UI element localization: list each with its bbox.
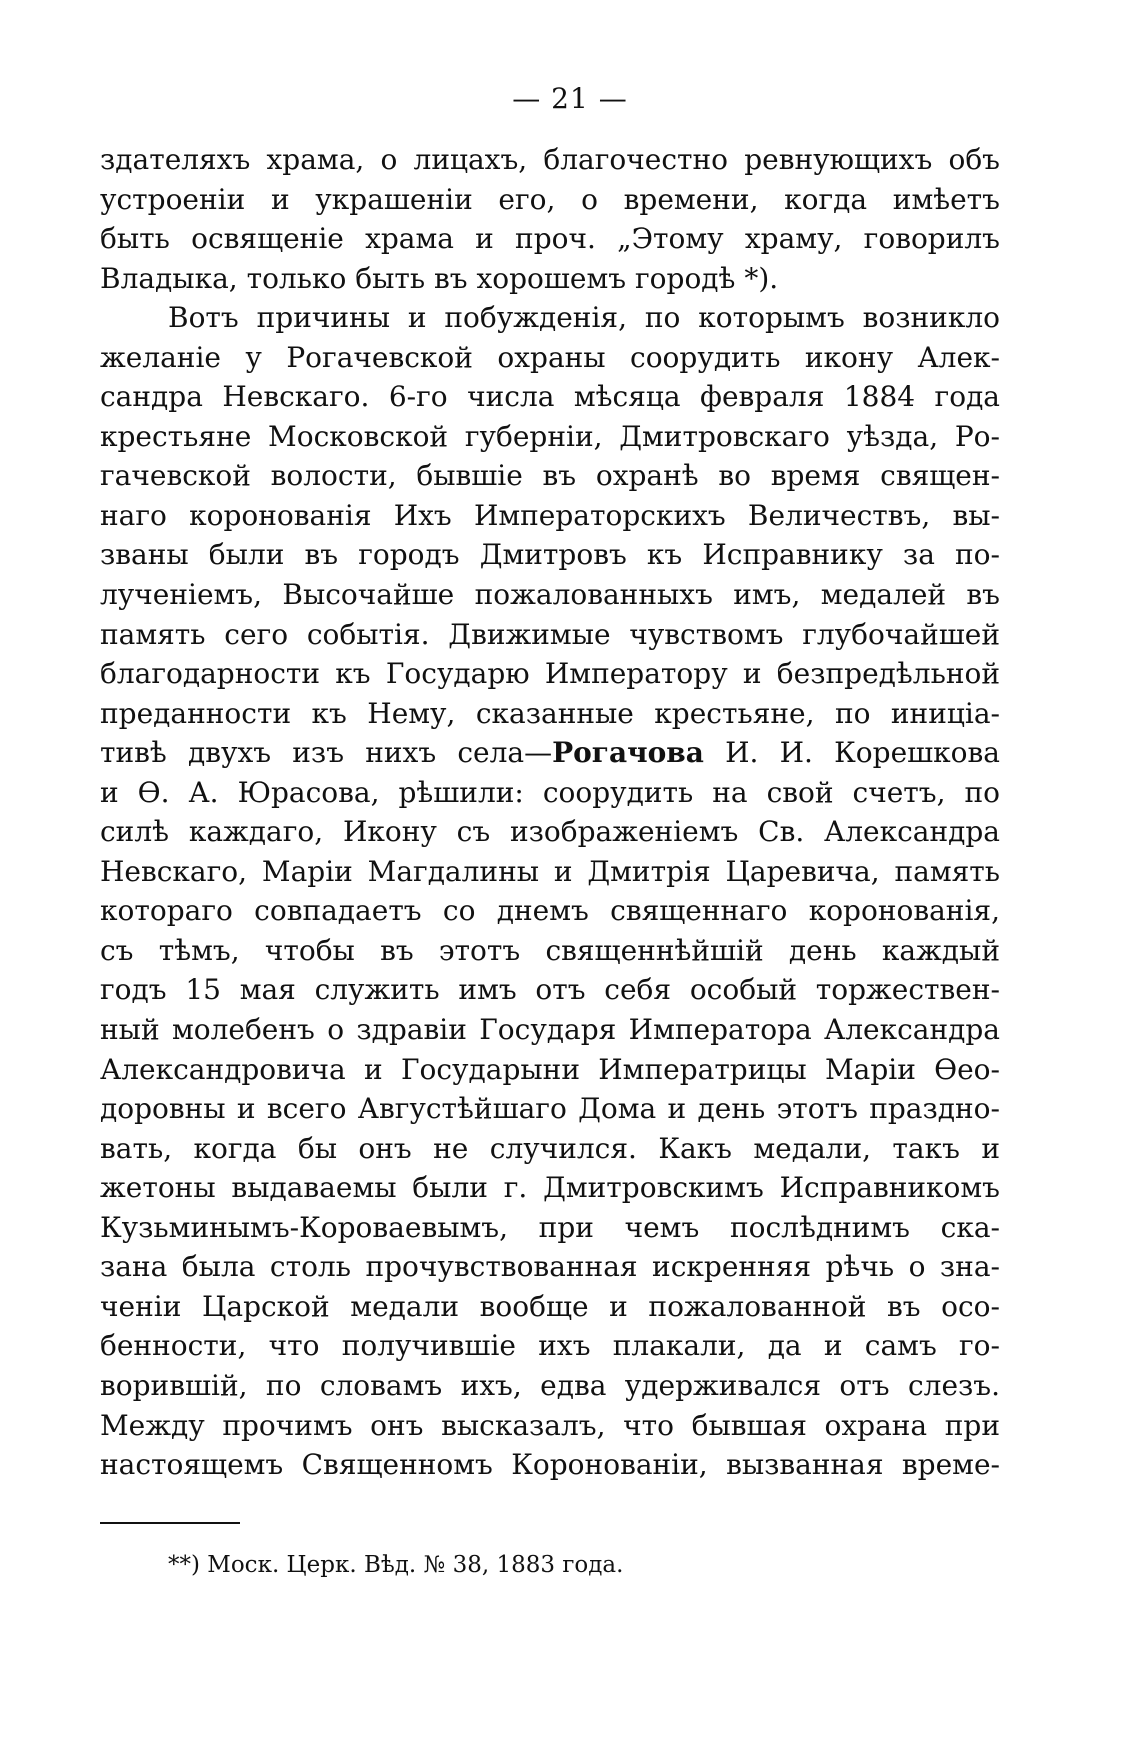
- text-line: Владыка, только быть въ хорошемъ городѣ *).: [100, 261, 779, 295]
- page-number: — 21 —: [512, 82, 628, 115]
- text-line: доровны и всего Августѣйшаго Дома и день этотъ праздно-: [100, 1092, 1000, 1126]
- text-line: званы были въ городъ Дмитровъ къ Исправнику за по-: [100, 538, 1000, 572]
- text-line: ченiи Царской медали вообще и пожалованной въ осо-: [100, 1289, 1000, 1323]
- text-segment: тивѣ двухъ изъ нихъ села—: [100, 736, 553, 770]
- text-line: Между прочимъ онъ высказалъ, что бывшая охрана при: [100, 1408, 1000, 1442]
- text-line: преданности къ Нему, сказанные крестьяне, по иницiа-: [100, 696, 1000, 730]
- text-line: Александровича и Государыни Императрицы Марiи Ѳео-: [100, 1052, 1000, 1086]
- text-line: гачевской волости, бывшiе въ охранѣ во время священ-: [100, 459, 1000, 493]
- text-line: память сего событiя. Движимые чувствомъ глубочайшей: [100, 617, 1000, 651]
- text-line: благодарности къ Государю Императору и безпредѣльной: [100, 657, 1000, 691]
- bold-place-name: Рогачова: [552, 736, 704, 770]
- text-line: жетоны выдаваемы были г. Дмитровскимъ Исправникомъ: [100, 1171, 1000, 1205]
- text-line: устроенiи и украшенiи его, о времени, когда имѣетъ: [100, 182, 1000, 216]
- text-line: зана была столь прочувствованная искренняя рѣчь о зна-: [100, 1250, 1000, 1284]
- text-line: желанiе у Рогачевской охраны соорудить икону Алек-: [100, 340, 1000, 374]
- text-line: вать, когда бы онъ не случился. Какъ медали, такъ и: [100, 1131, 1000, 1165]
- text-line: котораго совпадаетъ со днемъ священнаго коронованiя,: [100, 894, 1000, 928]
- text-line: сандра Невскаго. 6-го числа мѣсяца февраля 1884 года: [100, 380, 1000, 414]
- text-line: силѣ каждаго, Икону съ изображенiемъ Св. Александра: [100, 815, 1000, 849]
- footnote: **) Моск. Церк. Вѣд. № 38, 1883 года.: [168, 1552, 624, 1578]
- text-line-with-bold-place-name: [100, 733, 1000, 773]
- text-line: крестьяне Московской губернiи, Дмитровскаго уѣзда, Ро-: [100, 419, 1000, 453]
- text-line: быть освященiе храма и проч. „Этому храму, говорилъ: [100, 222, 1000, 256]
- text-line: ворившiй, по словамъ ихъ, едва удерживался отъ слезъ.: [100, 1368, 1000, 1402]
- text-line: бенности, что получившiе ихъ плакали, да и самъ го-: [100, 1329, 1000, 1363]
- text-line: и Ѳ. А. Юрасова, рѣшили: соорудить на свой счетъ, по: [100, 775, 1000, 809]
- body-text: [100, 140, 1000, 1485]
- text-line: наго коронованiя Ихъ Императорскихъ Величествъ, вы-: [100, 498, 1000, 532]
- text-line: съ тѣмъ, чтобы въ этотъ священнѣйшiй день каждый: [100, 933, 1000, 967]
- text-line: здателяхъ храма, о лицахъ, благочестно ревнующихъ объ: [100, 143, 1000, 176]
- text-line: годъ 15 мая служить имъ отъ себя особый торжествен-: [100, 973, 1000, 1007]
- text-line: настоящемъ Священномъ Коронованiи, вызванная време-: [100, 1448, 1000, 1482]
- text-line: лученiемъ, Высочайше пожалованныхъ имъ, медалей въ: [100, 578, 1000, 612]
- paragraph-start-line: Вотъ причины и побужденiя, по которымъ возникло: [168, 301, 1000, 335]
- text-line: Кузьминымъ-Короваевымъ, при чемъ послѣднимъ ска-: [100, 1210, 1000, 1244]
- text-line: Невскаго, Марiи Магдалины и Дмитрiя Царевича, память: [100, 854, 1000, 888]
- text-line: ный молебенъ о здравiи Государя Императора Александра: [100, 1013, 1000, 1047]
- footnote-divider: [100, 1522, 240, 1524]
- text-segment: И. И. Корешкова: [703, 736, 1000, 770]
